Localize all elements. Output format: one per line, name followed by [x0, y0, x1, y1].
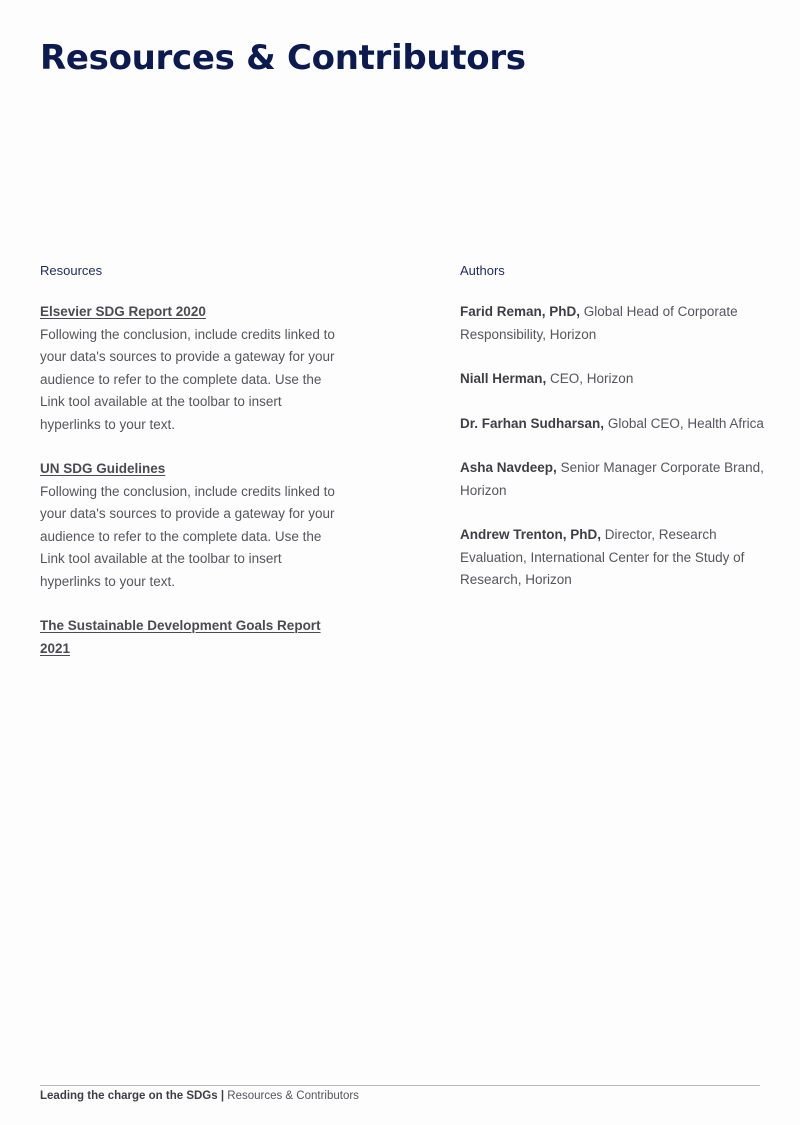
author-item	[460, 301, 765, 346]
resource-link-un-sdg-guidelines[interactable]: UN SDG Guidelines	[40, 461, 166, 476]
resource-description: Following the conclusion, include credits linked to your data's sources to provide a gateway for your audience to refer to the complete data. Use the Link tool available at the toolbar to insert hyperlinks to your text.	[40, 326, 335, 432]
resource-description: Following the conclusion, include credits linked to your data's sources to provide a gateway for your audience to refer to the complete data. Use the Link tool available at the toolbar to insert hyperlinks to your text.	[40, 483, 335, 589]
authors-section	[460, 262, 770, 614]
footer-report-title: Leading the charge on the SDGs |	[40, 1090, 225, 1102]
author-role: Global Head of Corporate Responsibility, Horizon	[460, 304, 738, 342]
author-item	[460, 413, 770, 436]
author-role: Senior Manager Corporate Brand, Horizon	[460, 460, 764, 498]
author-name: Dr. Farhan Sudharsan,	[460, 415, 605, 431]
author-item	[460, 524, 765, 592]
author-role: Global CEO, Health Africa	[607, 415, 764, 431]
resource-item	[40, 615, 350, 660]
footer-section-name: Resources & Contributors	[227, 1090, 359, 1102]
resources-heading: Resources	[40, 263, 103, 278]
author-name: Niall Herman,	[460, 371, 547, 386]
author-role: Director, Research Evaluation, International Center for the Study of Research, Horizon	[460, 527, 745, 587]
author-role: CEO, Horizon	[550, 371, 634, 386]
resource-item	[40, 301, 350, 436]
page-title: Resources & Contributors	[40, 38, 526, 78]
author-name: Andrew Trenton, PhD,	[460, 527, 602, 542]
resource-item	[40, 458, 350, 593]
author-name: Asha Navdeep,	[460, 460, 557, 475]
resource-link-elsevier-sdg-report[interactable]: Elsevier SDG Report 2020	[40, 304, 206, 319]
authors-heading: Authors	[460, 263, 505, 278]
footer-divider	[40, 1085, 760, 1086]
author-item	[460, 457, 765, 502]
author-item	[460, 368, 765, 391]
resource-link-sdg-report-2021[interactable]: The Sustainable Development Goals Report 2021	[40, 618, 321, 656]
page-footer	[40, 1090, 359, 1102]
resources-section	[40, 262, 350, 682]
author-name: Farid Reman, PhD,	[460, 304, 581, 319]
